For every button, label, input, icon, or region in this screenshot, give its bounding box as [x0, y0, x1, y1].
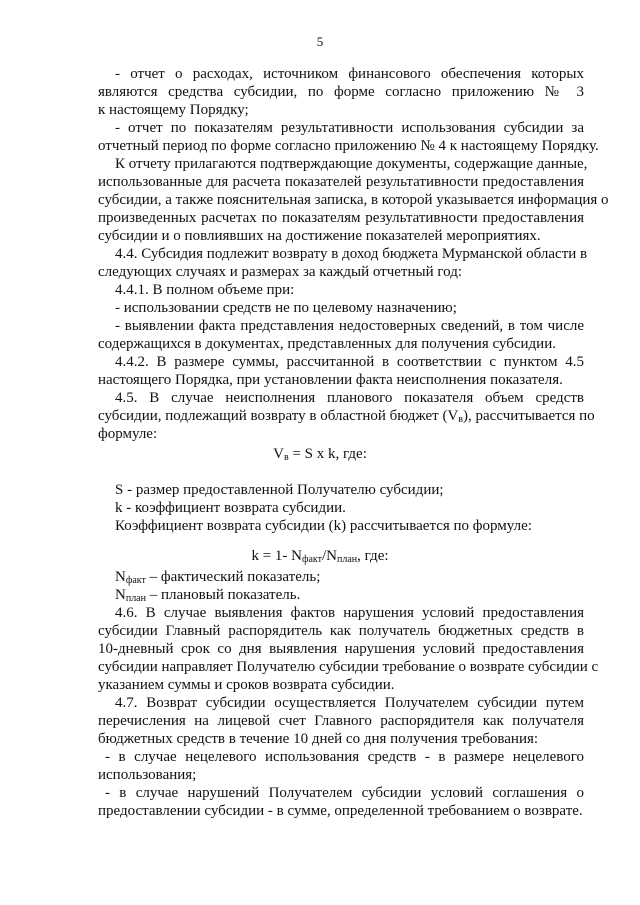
paragraph-line: субсидии, а также пояснительная записка, в которой указывается информация о	[98, 192, 609, 208]
page-number: 5	[316, 34, 324, 49]
paragraph-line: субсидии, подлежащий возврату в областной бюджет $(V_в)$, рассчитывается по	[98, 408, 595, 425]
paragraph-line: произведенных расчетах по показателям результативности предоставления	[98, 210, 584, 226]
paragraph-line: - в случае нарушений Получателем субсидии условий соглашения о	[105, 785, 584, 801]
paragraph-line: 4.6. В случае выявления фактов нарушения условий предоставления	[115, 605, 584, 621]
paragraph-line: следующих случаях и размерах за каждый отчетный год:	[98, 264, 463, 280]
paragraph-line: являются средства субсидии, по форме согласно приложению № 3	[98, 84, 584, 100]
paragraph-line: бюджетных средств в течение 10 дней со дня получения требования:	[98, 731, 539, 747]
definition-fact: $N_{факт}$ – фактический показатель;	[115, 569, 321, 586]
paragraph-line: к настоящему Порядку;	[98, 102, 249, 118]
paragraph-line: перечисления на лицевой счет Главного распорядителя как получателя	[98, 713, 584, 729]
paragraph-line: использования;	[98, 767, 197, 783]
paragraph-line: 4.7. Возврат субсидии осуществляется Получателем субсидии путем	[115, 695, 584, 711]
paragraph-line: - использовании средств не по целевому назначению;	[115, 300, 457, 316]
paragraph-line: - в случае нецелевого использования средств - в размере нецелевого	[105, 749, 584, 765]
paragraph-line: субсидии направляет Получателю субсидии требование о возврате субсидии с	[98, 659, 599, 675]
paragraph-line: настоящего Порядка, при установлении факта неисполнения показателя.	[98, 372, 563, 388]
paragraph-line: использованные для расчета показателей результативности предоставления	[98, 174, 584, 190]
paragraph-line: указанием суммы и сроков возврата субсидии.	[98, 677, 395, 693]
paragraph-line: субсидии Главный распорядитель как получатель бюджетных средств в	[98, 623, 584, 639]
paragraph-line: 4.4.2. В размере суммы, рассчитанной в соответствии с пунктом 4.5	[115, 354, 584, 370]
paragraph-line: - отчет по показателям результативности использования субсидии за	[115, 120, 584, 136]
paragraph-line: предоставлении субсидии - в сумме, определенной требованием о возврате.	[98, 803, 583, 819]
paragraph-line: К отчету прилагаются подтверждающие документы, содержащие данные,	[115, 156, 588, 172]
paragraph-line: 10-дневный срок со дня выявления нарушения условий предоставления	[98, 641, 584, 657]
definition-plan: $N_{план}$ – плановый показатель.	[115, 587, 301, 604]
paragraph-line: k - коэффициент возврата субсидии.	[115, 500, 346, 516]
paragraph-line: субсидии и о повлиявших на достижение показателей мероприятиях.	[98, 228, 541, 244]
paragraph-line: S - размер предоставленной Получателю субсидии;	[115, 482, 444, 498]
paragraph-line: отчетный период по форме согласно приложению № 4 к настоящему Порядку.	[98, 138, 599, 154]
paragraph-line: формуле:	[98, 426, 158, 442]
formula-k: k = 1- $N_{факт}/N_{план}$, где:	[251, 548, 389, 565]
paragraph-line: - отчет о расходах, источником финансового обеспечения которых	[115, 66, 584, 82]
paragraph-line: - выявлении факта представления недостоверных сведений, в том числе	[115, 318, 584, 334]
paragraph-line: Коэффициент возврата субсидии (k) рассчитывается по формуле:	[115, 518, 532, 534]
paragraph-line: 4.5. В случае неисполнения планового показателя объем средств	[115, 390, 584, 406]
paragraph-line: 4.4. Субсидия подлежит возврату в доход бюджета Мурманской области в	[115, 246, 588, 262]
paragraph-line: 4.4.1. В полном объеме при:	[115, 282, 295, 298]
formula-v: $V_в = S$ x k, где:	[273, 446, 367, 463]
paragraph-line: содержащихся в документах, представленных для получения субсидии.	[98, 336, 556, 352]
